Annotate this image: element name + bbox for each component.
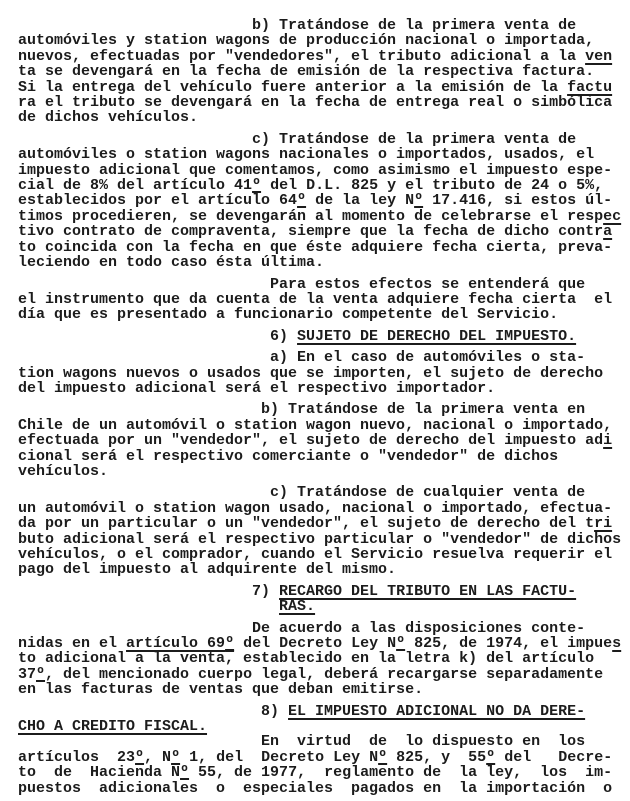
document-line [18,682,626,697]
text-segment: 6) [18,327,298,345]
paragraph-c-primera-venta-usados [18,132,626,271]
text-segment: tivo contrato de compraventa, siempre que la fecha de dicho contr [18,223,604,241]
ordinal-indicator: º [36,665,46,683]
text-segment: nidas en el [18,635,127,653]
document-line [18,734,626,749]
text-segment: de dichos vehículos. [18,109,199,127]
text-segment: buto adicional será el respectivo particular o "vendedor" de dichos [18,530,622,548]
underlined-text-segment: ven [585,47,613,65]
document-line [18,292,626,307]
ordinal-indicator: º [378,748,388,766]
text-segment: automóviles y station wagons de producción nacional o importada, [18,32,595,50]
document-line [18,719,626,734]
text-segment: automóviles o station wagons nacionales o importados, usados, el [18,146,595,164]
text-segment: leciendo en todo caso ésta última. [18,254,325,272]
ordinal-indicator: º [486,748,496,766]
text-segment: De acuerdo a las disposiciones conte- [18,619,586,637]
document-line [18,667,626,682]
text-segment: to adicional a la venta, establecido en la letra k) del artículo [18,650,595,668]
document-line [18,350,626,365]
ordinal-indicator: º [225,635,235,653]
document-line [18,193,626,208]
document-line [18,599,626,614]
text-segment: impuesto adicional que comentamos, como asimismo el impuesto espe- [18,161,613,179]
document-line [18,178,626,193]
text-segment: da por un particular o un "vendedor", el sujeto de derecho del t [18,515,595,533]
document-line [18,209,626,224]
text-segment: cional será el respectivo comerciante o "vendedor" de dichos [18,447,559,465]
document-line [18,163,626,178]
text-segment: en las facturas de ventas que deban emitirse. [18,681,424,699]
document-line [18,562,626,577]
text-segment: cial de 8% del artículo 41º del D.L. 825 y el tributo de 24 o 5%, [18,177,604,195]
document-line [18,765,626,780]
underlined-text-segment: RAS. [279,598,316,616]
underlined-text-segment: factu [567,78,613,96]
document-line [18,584,626,599]
underlined-text-segment: CHO A CREDITO FISCAL. [18,718,208,736]
heading-7-recargo-tributo [18,584,626,615]
paragraph-7-recargo [18,621,626,698]
ordinal-indicator: º [414,192,424,210]
document-line [18,402,626,417]
text-segment: vehículos, o el comprador, cuando el Servicio resuelva requerir el [18,546,613,563]
text-segment [18,598,279,615]
ordinal-indicator: º [396,635,406,653]
text-segment: del impuesto adicional será el respectivo importador. [18,379,496,397]
text-segment: to coincida con la fecha en que éste adquiere fecha cierta, preva- [18,238,613,256]
underlined-text-segment: RECARGO DEL TRIBUTO EN LAS FACTU- [279,582,577,600]
paragraph-8-en-virtud [18,734,626,796]
underlined-text-segment: artículo 69º [126,635,235,653]
text-segment: Chile de un automóvil o station wagon nuevo, nacional o importado, [18,416,613,434]
document-line [18,381,626,396]
document-line [18,366,626,381]
document-line [18,621,626,636]
text-segment: timos procedieren, se devengarán al momento de celebrarse el resp [18,207,604,225]
text-segment: 7) [18,582,280,600]
text-segment: Para estos efectos se entenderá que [18,275,586,293]
document-line [18,307,626,322]
document-line [18,781,626,796]
underlined-text-segment: EL IMPUESTO ADICIONAL NO DA DERE- [288,702,586,720]
text-segment: b) Tratándose de la primera venta en [18,401,586,419]
document-line [18,277,626,292]
ordinal-indicator: º [135,748,145,766]
document-line [18,33,626,48]
paragraph-6b-vendedor [18,402,626,479]
text-segment: ta se devengará en la fecha de emisión de la respectiva factura. [18,63,595,81]
text-segment: artículos 23º, Nº 1, del Decreto Ley Nº 825, y 55º del Decre- [18,748,613,766]
document-line [18,224,626,239]
document-line [18,750,626,765]
ordinal-indicator: º [297,192,307,210]
document-line [18,433,626,448]
text-segment: del Decreto Ley Nº 825, de 1974, el impue [234,635,613,653]
text-segment: puestos adicionales o especiales pagados en la importación o [18,779,613,797]
underlined-text-segment: s [612,635,622,653]
ordinal-indicator: º [180,764,190,782]
document-line [18,18,626,33]
document-line [18,110,626,125]
document-line [18,464,626,479]
document-line [18,64,626,79]
text-segment: a) En el caso de automóviles o sta- [18,349,586,367]
document-line [18,501,626,516]
document-line [18,329,626,344]
underlined-text-segment: i [603,432,613,450]
document-line [18,255,626,270]
document-line [18,95,626,110]
text-segment: nuevos, efectuadas por "vendedores", el tributo adicional a la [18,47,586,65]
text-segment: pago del impuesto al adquirente del mismo. [18,561,397,579]
heading-8-no-credito-fiscal [18,704,626,735]
document-line [18,80,626,95]
ordinal-indicator: º [171,748,181,766]
document-line [18,636,626,651]
paragraph-b-primera-venta-nuevos [18,18,626,126]
text-segment: ra el tributo se devengará en la fecha de entrega real o simbólica [18,94,613,112]
text-segment: día que es presentado a funcionario competente del Servicio. [18,306,559,324]
paragraph-6a-importador [18,350,626,396]
document-line [18,651,626,666]
text-segment: tion wagons nuevos o usados que se importen, el sujeto de derecho [18,364,604,382]
document-line [18,704,626,719]
text-segment: 8) [18,702,289,720]
ordinal-indicator: º [252,177,262,195]
text-segment: un automóvil o station wagon usado, nacional o importado, efectua- [18,499,613,517]
paragraph-6c-particular [18,485,626,577]
document-line [18,418,626,433]
text-segment: establecidos por el artículo 64º de la ley Nº 17.416, si estos úl- [18,192,613,210]
document-line [18,147,626,162]
paragraph-fecha-cierta [18,277,626,323]
text-segment: Si la entrega del vehículo fuere anterior a la emisión de la [18,78,568,96]
document-line [18,532,626,547]
text-segment: 37º, del mencionado cuerpo legal, deberá recargarse separadamente [18,665,604,683]
text-segment: el instrumento que da cuenta de la venta adquiere fecha cierta el [18,290,613,308]
text-segment: to de Hacienda Nº 55, de 1977, reglamento de la ley, los im- [18,764,613,782]
document-line [18,449,626,464]
document-line [18,547,626,562]
document-line [18,485,626,500]
document-line [18,240,626,255]
heading-6-sujeto-de-derecho [18,329,626,344]
text-segment: vehículos. [18,462,109,480]
document-line [18,49,626,64]
text-segment: c) Tratándose de cualquier venta de [18,484,586,502]
text-segment: b) Tratándose de la primera venta de [18,17,577,34]
underlined-text-segment: a [603,223,613,241]
text-segment: efectuada por un "vendedor", el sujeto de derecho del impuesto ad [18,432,604,450]
text-segment: En virtud de lo dispuesto en los [18,733,586,751]
underlined-text-segment: ec [603,207,622,225]
text-segment: c) Tratándose de la primera venta de [18,130,577,148]
document-line [18,132,626,147]
underlined-text-segment: ri [594,515,613,533]
underlined-text-segment: SUJETO DE DERECHO DEL IMPUESTO. [297,327,577,345]
document-line [18,516,626,531]
